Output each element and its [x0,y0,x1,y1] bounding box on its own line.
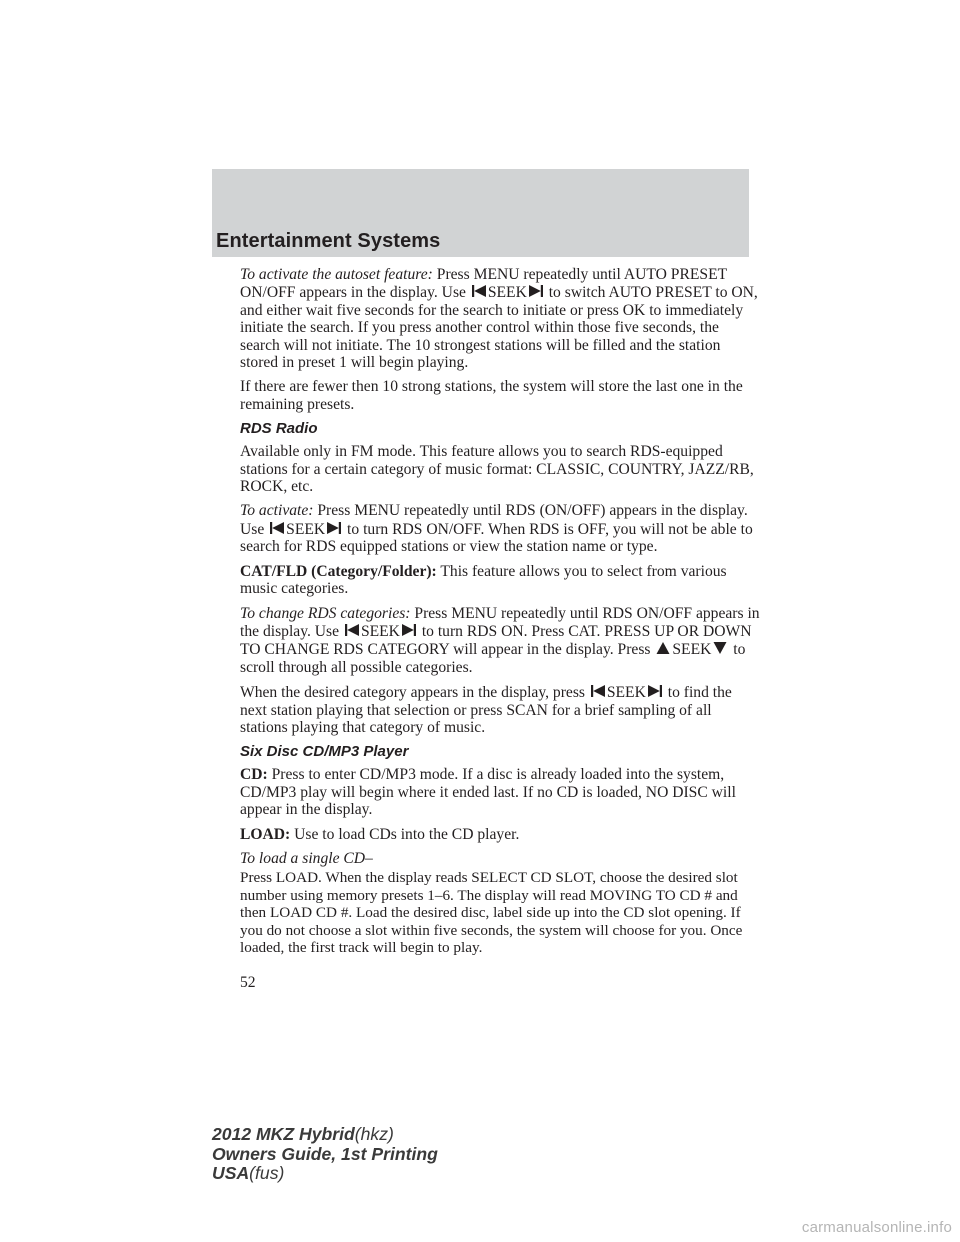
section-header-bar [212,169,749,257]
seek-label: SEEK [360,622,400,640]
catfld-paragraph: CAT/FLD (Category/Folder): This feature allows you to select from various music categories. [240,562,727,598]
up-arrow-icon [655,640,671,656]
seek-label: SEEK [606,684,646,702]
autoset-lead: To activate the autoset feature: [240,266,433,283]
footer-line-market: USA(fus) [212,1163,285,1183]
seek-forward-icon [647,683,663,699]
seek-label: SEEK [487,284,527,302]
seek-forward-icon [528,283,544,299]
rds-activate-lead: To activate: [240,502,314,520]
seek-label: SEEK [286,520,326,538]
manual-body [240,266,760,960]
seek-back-icon [471,283,487,299]
section-title: Entertainment Systems [216,230,441,252]
load-steps-paragraph: Press LOAD. When the display reads SELECT CD SLOT, choose the desired slot number using memory presets 1–6. The display will read MOVING TO CD # and then LOAD CD #. Load the desired disc, label side up into the CD slot opening. If you do not choose a slot within five seconds, the system will choose for you. Once loaded, the first track will begin to play. [240,869,743,956]
load-lead: LOAD: [240,825,291,843]
watermark: carmanualsonline.info [801,1219,952,1236]
seek-forward-icon [326,520,342,536]
footer-line-model: 2012 MKZ Hybrid(hkz) [212,1124,394,1144]
autoset-paragraph: To activate the autoset feature: Press MENU repeatedly until AUTO PRESET ON/OFF appears in the display. Use SEEK to switch AUTO PRESET to ON, and either wait five seconds for the search to initiate or press OK to immediately initiate the search. If you press another control within those five seconds, the search will not initiate. The 10 strongest stations will be filled and the station stored in preset 1 will begin playing. [240,266,758,372]
desired-category-paragraph: When the desired category appears in the display, press SEEK to find the next station playing that selection or press SCAN for a brief sampling of all stations playing that category of music. [240,684,732,736]
fewer-stations-paragraph: If there are fewer then 10 strong stations, the system will store the last one in the remaining presets. [240,378,743,413]
rds-change-paragraph: To change RDS categories: Press MENU repeatedly until RDS ON/OFF appears in the display. Use SEEK to turn RDS ON. Press CAT. PRESS UP OR DOWN TO CHANGE RDS CATEGORY will appear in the display. Press SEEK to scroll through all possible categories. [240,604,760,676]
document-footer [212,1125,438,1184]
catfld-lead: CAT/FLD (Category/Folder): [240,562,437,580]
rds-change-lead: To change RDS categories: [240,604,411,622]
cd-lead: CD: [240,766,268,784]
page-number: 52 [240,974,256,991]
rds-activate-paragraph: To activate: Press MENU repeatedly until RDS (ON/OFF) appears in the display. Use SEEK to turn RDS ON/OFF. When RDS is OFF, you will not be able to search for RDS equipped stations or view the station name or type. [240,502,753,556]
rds-heading: RDS Radio [240,420,318,438]
down-arrow-icon [712,640,728,656]
rds-intro-paragraph: Available only in FM mode. This feature allows you to search RDS-equipped stations for a certain category of music format: CLASSIC, COUNTRY, JAZZ/RB, ROCK, etc. [240,443,754,496]
seek-forward-icon [401,622,417,638]
load-single-heading: To load a single CD– [240,849,373,867]
cd-heading: Six Disc CD/MP3 Player [240,743,409,761]
seek-back-icon [590,683,606,699]
seek-back-icon [269,520,285,536]
load-paragraph: LOAD: Use to load CDs into the CD player. [240,825,520,843]
cd-paragraph: CD: Press to enter CD/MP3 mode. If a disc is already loaded into the system, CD/MP3 play will begin where it ended last. If no CD is loaded, NO DISC will appear in the display. [240,766,736,819]
seek-label: SEEK [672,641,712,659]
footer-line-guide: Owners Guide, 1st Printing [212,1143,438,1164]
seek-back-icon [344,622,360,638]
